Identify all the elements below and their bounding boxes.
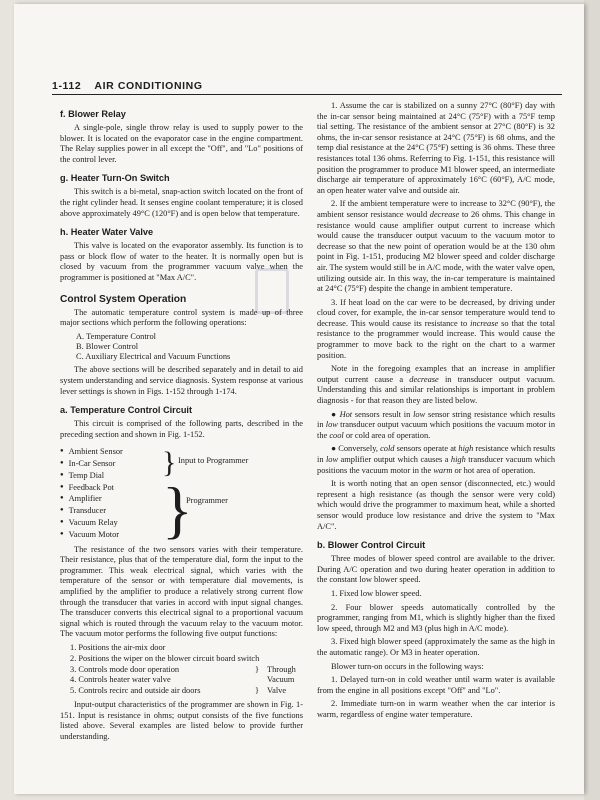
- temp-circuit-closing: Input-output characteristics of the programmer are shown in Fig. 1-151. Input is resistance in ohms; output consists of the five functions listed above. Several examples are listed below to provide further understanding.: [60, 700, 303, 741]
- sections-list: [60, 332, 303, 363]
- temp-circuit-intro: This circuit is comprised of the following parts, described in the preceding section and shown in Fig. 1-152.: [60, 419, 303, 439]
- list-item: C. Auxiliary Electrical and Vacuum Functions: [76, 352, 231, 362]
- control-system-intro: The automatic temperature control system is made up of three major sections which perform the following operations:: [60, 307, 303, 328]
- brace-word: Vacuum: [267, 675, 295, 685]
- heater-valve-text: This valve is located on the evaporator assembly. Its function is to pass or block flow of water to the heater. It is normally open but is closed by vacuum from the programmer vacuum valve when the programmer is positioned at "Max A/C".: [60, 241, 303, 282]
- right-column: [317, 101, 555, 723]
- list-item: ● Transducer: [60, 505, 160, 517]
- list-item: ● Vacuum Motor: [60, 529, 160, 541]
- page-header: [52, 80, 562, 95]
- group-label-programmer: Programmer: [186, 496, 228, 506]
- blower-turn-on-1: 1. Delayed turn-on in cold weather until warm water is available from the engine in all positions except "Off" and "Lo".: [317, 675, 555, 695]
- control-system-heading: Control System Operation: [60, 293, 187, 305]
- list-item: 5. Controls recirc and outside air doors: [70, 686, 201, 696]
- parts-grouping: [160, 446, 303, 546]
- brace-word: Valve: [267, 686, 287, 696]
- blower-mode-3: 3. Fixed high blower speed (approximately the same as the high in the automatic range). Or M3 in heater operation.: [317, 637, 555, 657]
- list-item: 2. Positions the wiper on the blower circuit board switch: [70, 653, 260, 663]
- example-3: 3. If heat load on the car were to be decreased, by driving under cloud cover, for example, the in-car sensor temperature would tend to decrease. This would cause its resistance to increase so that the total resistance to the programmer would increase. This would cause the programmer to move back to the right on the chart to a warmer position.: [317, 297, 556, 360]
- open-sensor-note: It is worth noting that an open sensor (disconnected, etc.) would represent a high resistance (as though the sensor were very cold) which would drive the programmer to maximum heat, while a shorted sensor would produce low resistance and drive the system to "Max A/C".: [317, 479, 555, 531]
- list-item: 1. Positions the air-mix door: [70, 643, 166, 653]
- brace-glyph: }: [162, 446, 177, 480]
- blower-turn-on-2: 2. Immediate turn-on in warm weather when the car interior is warm, regardless of engine water temperature.: [317, 699, 555, 719]
- list-item: ● Vacuum Relay: [60, 517, 160, 529]
- example-1: 1. Assume the car is stabilized on a sunny 27°C (80°F) day with the in-car sensor being maintained at 24°C (75°F) with a 75°F temp tial setting. The resistance of the ambient sensor at 27°C (80°F) is 32 ohms, the in-car sensor resistance at 24°C (75°F) is 68 ohms, and the temp dial resistance at the 24°C (75°F) setting is 36 ohms. These three resistances total 136 ohms. Referring to Fig. 1-151, this resistance will position the programmer to produce M1 blower speed, an intermediate discharge air temperature of approximately 16°C (60°F), A/C mode, an open heater water valve and outside air.: [317, 101, 555, 195]
- blower-turn-on-intro: Blower turn-on occurs in the following ways:: [331, 661, 484, 671]
- example-2: 2. If the ambient temperature were to increase to 32°C (90°F), the ambient sensor resistance would decrease to 26 ohms. This change in resistance would cause amplifier output current to increase which would cause the transducer output vacuum to the vacuum motor to decrease so that the new point of operation would be at the 130 ohm point in Fig. 1-151, producing M2 blower speed and colder discharge air. The system would still be in A/C mode, with the water valve open, utilizing outside air. In this way, the in-car temperature is maintained at 24°C (75°F) despite the change in ambient temperature.: [317, 199, 555, 294]
- page-edge: [584, 0, 600, 800]
- blower-circuit-heading: b. Blower Control Circuit: [317, 540, 426, 551]
- functions-list: 1. Positions the air-mix door 2. Positions the wiper on the blower circuit board switch 3. Controls mode door operation } Through 4. Controls heater water valve Vacuum 5. Controls recirc and outside air doors } Valve: [60, 643, 303, 697]
- blower-relay-heading: f. Blower Relay: [60, 109, 126, 119]
- list-item: ● Ambient Sensor: [60, 446, 160, 458]
- temp-circuit-heading: a. Temperature Control Circuit: [60, 405, 193, 416]
- brace-glyph: }: [162, 474, 193, 546]
- list-item: ● Amplifier: [60, 493, 160, 505]
- list-item: ● Feedback Pot: [60, 482, 160, 494]
- bullet-hot-sensors: ● Hot sensors result in low sensor string resistance which results in low transducer output vacuum which positions the vacuum motor in the cool or cold area of operation.: [317, 409, 556, 440]
- list-item: A. Temperature Control: [76, 331, 156, 341]
- list-item: B. Blower Control: [76, 341, 139, 351]
- bullet-cold-sensors: ● Conversely, cold sensors operate at high resistance which results in low amplifier output which causes a high transducer vacuum which positions the vacuum motor in the warm or hot area of operation.: [317, 444, 556, 475]
- page-number: 1-112: [52, 80, 82, 92]
- control-system-text: The above sections will be described separately and in detail to aid system understanding and service diagnosis. System response at various lever settings is shown in Figs. 1-152 through 1-174.: [60, 365, 303, 396]
- list-item: 4. Controls heater water valve: [70, 675, 171, 685]
- list-item: ● In-Car Sensor: [60, 458, 160, 470]
- parts-list: [60, 446, 303, 546]
- brace-word: Through: [267, 664, 296, 674]
- note-paragraph: Note in the foregoing examples that an increase in amplifier output current cause a decrease in transducer output vacuum. Understanding this and similar relationships is important in problem diagnosis - for that reason they are listed below.: [317, 364, 556, 406]
- blower-mode-2: 2. Four blower speeds automatically controlled by the programmer, ranging from M1, which is slightly higher than the fixed low speed, through M2 and M3 (plus high in A/C mode).: [317, 602, 555, 633]
- list-item: ● Temp Dial: [60, 470, 160, 482]
- blower-mode-1: 1. Fixed low blower speed.: [331, 588, 422, 598]
- group-label-input: Input to Programmer: [178, 456, 249, 466]
- list-item: 3. Controls mode door operation: [70, 664, 180, 674]
- blower-relay-text: A single-pole, single throw relay is used to supply power to the blower. It is located on the evaporator case in the engine compartment. The Relay supplies power in all except the "Off", and "Lo" positions of the control lever.: [60, 123, 303, 164]
- section-title: AIR CONDITIONING: [94, 80, 203, 92]
- heater-switch-text: This switch is a bi-metal, snap-action switch located on the front of the right cylinder head. It senses engine coolant temperature; it is closed above approximately 49°C (120°F) and is open below that temperature.: [60, 187, 303, 218]
- temp-circuit-body: The resistance of the two sensors varies with their temperature. Their resistance, plus that of the temperature dial, form the input to the programmer. This weak electrical signal, which varies with the temperature of the sensor or with temperature dial movements, is amplified by the amplifier to produce a relatively strong current flow through the transducer that varies in accord with input signal changes. The transducer converts this electrical signal to a proportional vacuum signal which is routed through the vacuum relay to the vacuum motor. The vacuum motor performs the following five output functions:: [60, 544, 303, 639]
- left-column: [60, 101, 303, 745]
- blower-circuit-intro: Three modes of blower speed control are available to the driver. During A/C operation and two during heater operation in addition to the constant low blower speed.: [317, 554, 555, 585]
- heater-switch-heading: g. Heater Turn-On Switch: [60, 173, 170, 184]
- heater-valve-heading: h. Heater Water Valve: [60, 227, 154, 238]
